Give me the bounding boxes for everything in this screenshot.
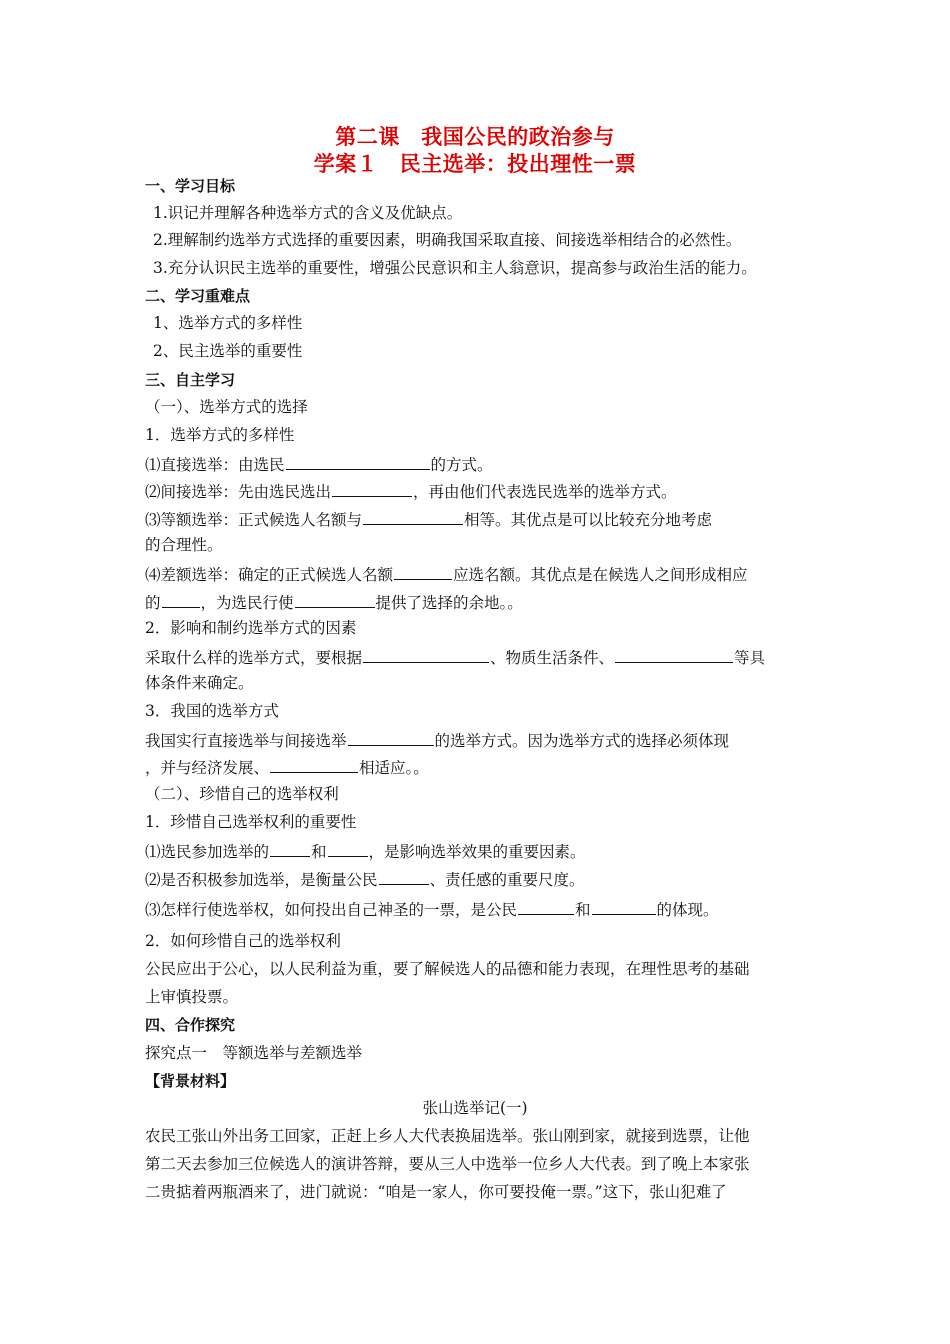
answer-blank[interactable] (363, 646, 489, 663)
answer-blank[interactable] (348, 729, 434, 746)
section-heading-goals: 一、学习目标 (145, 177, 236, 195)
story-title: 张山选举记(一) (422, 1099, 528, 1117)
fill-line-our-method-cont: ，并与经济发展、 相适应。。 (145, 756, 825, 778)
text-line: 体条件来确定。 (145, 674, 254, 692)
text-line: 公民应出于公心，以人民利益为重，要了解候选人的品德和能力表现，在理性思考的基础 (145, 960, 750, 978)
section-heading-selfstudy: 三、自主学习 (145, 371, 236, 389)
answer-blank[interactable] (379, 868, 429, 885)
goal-item: 1.识记并理解各种选举方式的含义及优缺点。 (153, 204, 463, 222)
fill-line-direct-election: ⑴直接选举：由选民 的方式。 (145, 453, 825, 475)
answer-blank[interactable] (328, 840, 368, 857)
text-line: 的合理性。 (145, 536, 223, 554)
answer-blank[interactable] (394, 563, 452, 580)
topic-label: 1．选举方式的多样性 (145, 426, 295, 444)
fill-line-competitive-election-cont: 的 ，为选民行使 提供了选择的余地。。 (145, 591, 825, 613)
answer-blank[interactable] (286, 453, 430, 470)
lesson-title: 第二课 我国公民的政治参与 (335, 125, 615, 149)
story-line: 农民工张山外出务工回家，正赶上乡人大代表换届选举。张山刚到家，就接到选票，让他 (145, 1127, 750, 1145)
fill-line-equal-election: ⑶等额选举：正式候选人名额与 相等。其优点是可以比较充分地考虑 (145, 508, 825, 530)
subsection-label: （二）、珍惜自己的选举权利 (145, 785, 339, 803)
text-line: 上审慎投票。 (145, 988, 239, 1006)
answer-blank[interactable] (270, 840, 310, 857)
answer-blank[interactable] (592, 898, 656, 915)
section-heading-keypoints: 二、学习重难点 (145, 287, 251, 305)
answer-blank[interactable] (518, 898, 574, 915)
story-line: 第二天去参加三位候选人的演讲答辩，要从三人中选举一位乡人大代表。到了晚上本家张 (145, 1155, 750, 1173)
fill-line-our-method: 我国实行直接选举与间接选举 的选举方式。因为选举方式的选择必须体现 (145, 729, 825, 751)
case-title: 学案１ 民主选举：投出理性一票 (313, 152, 637, 176)
fill-line-factors: 采取什么样的选举方式，要根据 、物质生活条件、 等具 (145, 646, 825, 668)
fill-line-indirect-election: ⑵间接选举：先由选民选出 ，再由他们代表选民选举的选举方式。 (145, 480, 825, 502)
goal-item: 3.充分认识民主选举的重要性，增强公民意识和主人翁意识，提高参与政治生活的能力。 (153, 259, 757, 277)
answer-blank[interactable] (295, 591, 375, 608)
topic-label: 1．珍惜自己选举权利的重要性 (145, 813, 357, 831)
section-heading-cooperation: 四、合作探究 (145, 1016, 236, 1034)
fill-line-measure: ⑵是否积极参加选举，是衡量公民 、责任感的重要尺度。 (145, 868, 825, 890)
answer-blank[interactable] (363, 508, 463, 525)
answer-blank[interactable] (332, 480, 412, 497)
answer-blank[interactable] (615, 646, 733, 663)
keypoint-item: 1、选举方式的多样性 (153, 314, 303, 332)
keypoint-item: 2、民主选举的重要性 (153, 342, 303, 360)
subsection-label: （一）、选举方式的选择 (145, 398, 308, 416)
topic-label: 3．我国的选举方式 (145, 702, 279, 720)
fill-line-participation: ⑴选民参加选举的 和 ，是影响选举效果的重要因素。 (145, 840, 825, 862)
goal-item: 2.理解制约选举方式选择的重要因素，明确我国采取直接、间接选举相结合的必然性。 (153, 231, 742, 249)
fill-line-vote: ⑶怎样行使选举权，如何投出自己神圣的一票，是公民 和 的体现。 (145, 898, 825, 920)
answer-blank[interactable] (162, 591, 200, 608)
topic-label: 2．如何珍惜自己的选举权利 (145, 932, 341, 950)
story-line: 二贵掂着两瓶酒来了，进门就说：“咱是一家人，你可要投俺一票。”这下，张山犯难了 (145, 1183, 727, 1201)
topic-label: 2．影响和制约选举方式的因素 (145, 619, 357, 637)
exploration-topic: 探究点一 等额选举与差额选举 (145, 1044, 363, 1062)
background-label: 【背景材料】 (145, 1072, 236, 1090)
answer-blank[interactable] (270, 756, 358, 773)
fill-line-competitive-election: ⑷差额选举：确定的正式候选人名额 应选名额。其优点是在候选人之间形成相应 (145, 563, 825, 585)
